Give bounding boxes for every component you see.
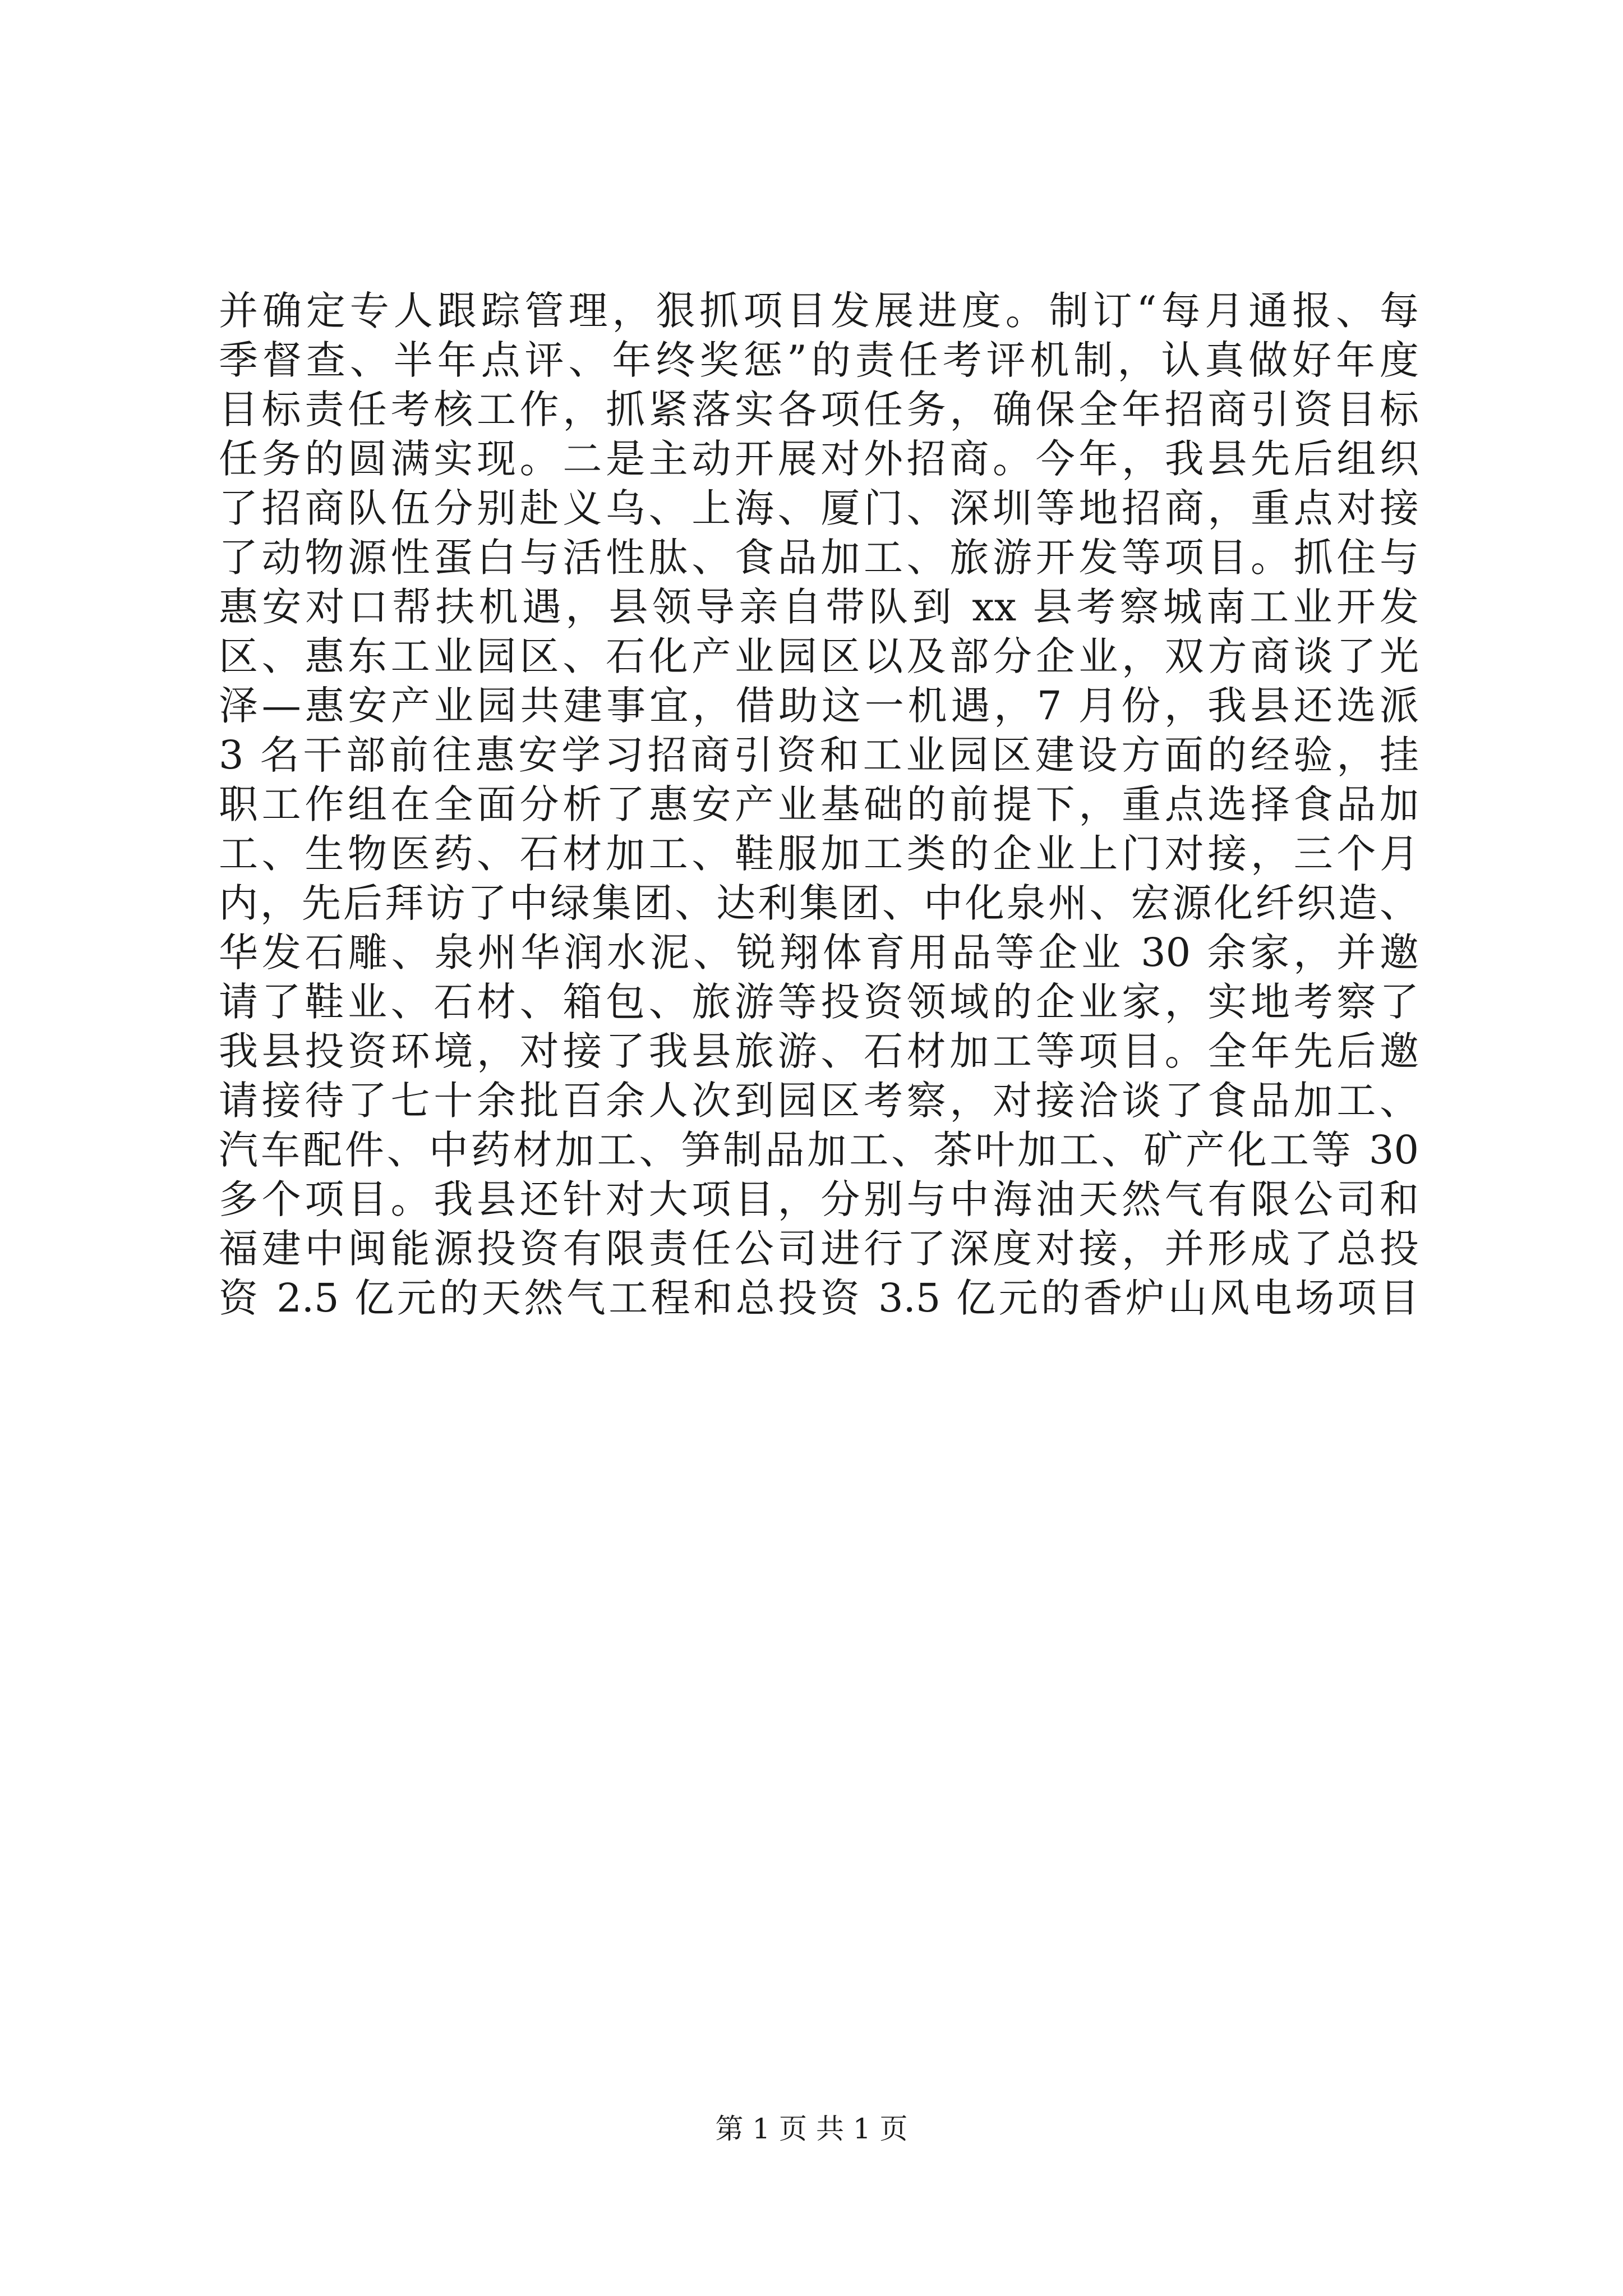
text-line: 泽—惠安产业园共建事宜，借助这一机遇，7 月份，我县还选派 xyxy=(219,683,1419,729)
text-line: 了动物源性蛋白与活性肽、食品加工、旅游开发等项目。抓住与 xyxy=(219,535,1419,581)
page-number-footer: 第 1 页 共 1 页 xyxy=(715,2113,908,2145)
text-line: 了招商队伍分别赴义乌、上海、厦门、深圳等地招商，重点对接 xyxy=(219,485,1419,531)
text-line: 我县投资环境，对接了我县旅游、石材加工等项目。全年先后邀 xyxy=(219,1028,1419,1074)
text-line: 区、惠东工业园区、石化产业园区以及部分企业，双方商谈了光 xyxy=(219,633,1419,679)
text-line: 工、生物医药、石材加工、鞋服加工类的企业上门对接，三个月 xyxy=(219,831,1419,877)
text-line: 请接待了七十余批百余人次到园区考察，对接洽谈了食品加工、 xyxy=(219,1078,1419,1124)
text-line: 请了鞋业、石材、箱包、旅游等投资领域的企业家，实地考察了 xyxy=(219,979,1419,1025)
text-line: 职工作组在全面分析了惠安产业基础的前提下，重点选择食品加 xyxy=(219,781,1419,827)
text-line: 汽车配件、中药材加工、笋制品加工、茶叶加工、矿产化工等 30 xyxy=(219,1127,1419,1173)
text-line: 多个项目。我县还针对大项目，分别与中海油天然气有限公司和 xyxy=(219,1176,1419,1222)
text-line: 季督查、半年点评、年终奖惩”的责任考评机制，认真做好年度 xyxy=(219,337,1419,383)
text-line: 福建中闽能源投资有限责任公司进行了深度对接，并形成了总投 xyxy=(219,1226,1419,1272)
text-line: 华发石雕、泉州华润水泥、锐翔体育用品等企业 30 余家，并邀 xyxy=(219,930,1419,976)
text-line: 目标责任考核工作，抓紧落实各项任务，确保全年招商引资目标 xyxy=(219,386,1419,432)
text-line: 内，先后拜访了中绿集团、达利集团、中化泉州、宏源化纤织造、 xyxy=(219,880,1419,926)
text-line: 任务的圆满实现。二是主动开展对外招商。今年，我县先后组织 xyxy=(219,436,1419,482)
text-line: 惠安对口帮扶机遇，县领导亲自带队到 xx 县考察城南工业开发 xyxy=(219,584,1419,630)
text-line: 资 2.5 亿元的天然气工程和总投资 3.5 亿元的香炉山风电场项目 xyxy=(219,1275,1419,1321)
text-line: 并确定专人跟踪管理，狠抓项目发展进度。制订“每月通报、每 xyxy=(219,288,1419,334)
body-paragraph xyxy=(219,286,1419,1323)
text-line: 3 名干部前往惠安学习招商引资和工业园区建设方面的经验，挂 xyxy=(219,732,1419,778)
